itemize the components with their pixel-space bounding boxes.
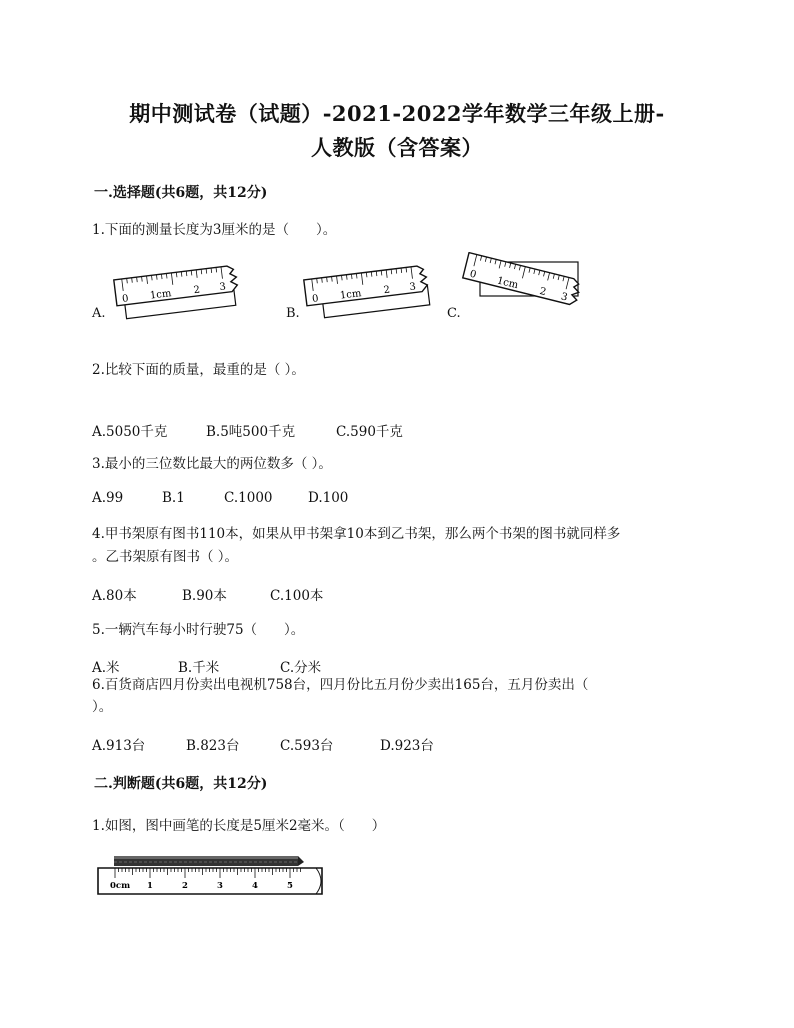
ruler-a-mark-0: 0 bbox=[121, 293, 130, 306]
question-1-2-text: 2.比较下面的质量，最重的是（ ）。 bbox=[92, 362, 305, 378]
option-b[interactable]: B.90本 bbox=[182, 588, 227, 604]
q1-option-c-label: C. bbox=[447, 306, 461, 321]
option-a[interactable]: A.80本 bbox=[92, 588, 137, 604]
question-1-3-text: 3.最小的三位数比最大的两位数多（ ）。 bbox=[92, 456, 332, 472]
option-c[interactable]: C.590千克 bbox=[336, 424, 403, 440]
ruler-c-mark-3: 3 bbox=[559, 291, 569, 304]
ruler-b-mark-3: 3 bbox=[408, 281, 417, 294]
option-c[interactable]: C.100本 bbox=[270, 588, 324, 604]
option-b[interactable]: B.5吨500千克 bbox=[206, 424, 296, 440]
ruler-c-mark-1: 1cm bbox=[495, 275, 520, 292]
ruler-b-mark-2: 2 bbox=[383, 284, 391, 297]
section1-heading: 一.选择题(共6题，共12分) bbox=[94, 185, 268, 201]
ruler-mark-4: 4 bbox=[252, 881, 258, 891]
q1-option-b-label: B. bbox=[286, 306, 300, 321]
question-1-4-line2: 。乙书架原有图书（ ）。 bbox=[92, 549, 239, 565]
ruler-figure-b bbox=[300, 264, 440, 324]
ruler-mark-0cm: 0cm bbox=[110, 881, 131, 891]
question-1-6-line1: 6.百货商店四月份卖出电视机758台，四月份比五月份少卖出165台，五月份卖出（ bbox=[92, 677, 589, 693]
ruler-a-mark-2: 2 bbox=[193, 284, 201, 297]
page-title-line1: 期中测试卷（试题）-2021-2022学年数学三年级上册- bbox=[129, 101, 665, 126]
ruler-b-mark-1: 1cm bbox=[339, 288, 363, 302]
question-1-1-text: 1.下面的测量长度为3厘米的是（ ）。 bbox=[92, 222, 337, 238]
question-2-1-text: 1.如图，图中画笔的长度是5厘米2毫米。（ ） bbox=[92, 818, 386, 834]
option-c[interactable]: C.593台 bbox=[280, 738, 334, 754]
ruler-a-mark-1: 1cm bbox=[149, 288, 173, 302]
ruler-b-mark-0: 0 bbox=[311, 293, 320, 306]
option-a[interactable]: A.米 bbox=[92, 660, 120, 676]
page-title-line2: 人教版（含答案） bbox=[311, 135, 483, 160]
ruler-figure-c bbox=[456, 252, 586, 324]
option-a[interactable]: A.913台 bbox=[92, 738, 146, 754]
question-1-4-line1: 4.甲书架原有图书110本，如果从甲书架拿10本到乙书架，那么两个书架的图书就同样多 bbox=[92, 526, 621, 542]
ruler-mark-3: 3 bbox=[217, 881, 223, 891]
question-1-6-line2: ）。 bbox=[92, 699, 113, 715]
question-1-5-text: 5.一辆汽车每小时行驶75（ ）。 bbox=[92, 622, 305, 638]
option-d[interactable]: D.100 bbox=[308, 490, 349, 506]
ruler-figure-a bbox=[110, 264, 250, 324]
ruler-mark-1: 1 bbox=[147, 881, 153, 891]
option-c[interactable]: C.分米 bbox=[280, 660, 322, 676]
option-b[interactable]: B.千米 bbox=[178, 660, 220, 676]
option-a[interactable]: A.99 bbox=[92, 490, 124, 506]
option-b[interactable]: B.1 bbox=[162, 490, 185, 506]
option-c[interactable]: C.1000 bbox=[224, 490, 273, 506]
ruler-c-mark-0: 0 bbox=[468, 268, 478, 281]
section2-heading: 二.判断题(共6题，共12分) bbox=[94, 776, 268, 792]
option-b[interactable]: B.823台 bbox=[186, 738, 240, 754]
ruler-c-mark-2: 2 bbox=[538, 286, 548, 299]
pencil-ruler-figure bbox=[96, 852, 328, 898]
ruler-a-mark-3: 3 bbox=[218, 281, 227, 294]
pencil-icon bbox=[114, 856, 304, 866]
option-a[interactable]: A.5050千克 bbox=[92, 424, 168, 440]
ruler-mark-5: 5 bbox=[287, 881, 293, 891]
option-d[interactable]: D.923台 bbox=[380, 738, 434, 754]
ruler-mark-2: 2 bbox=[182, 881, 188, 891]
q1-option-a-label: A. bbox=[92, 306, 106, 321]
